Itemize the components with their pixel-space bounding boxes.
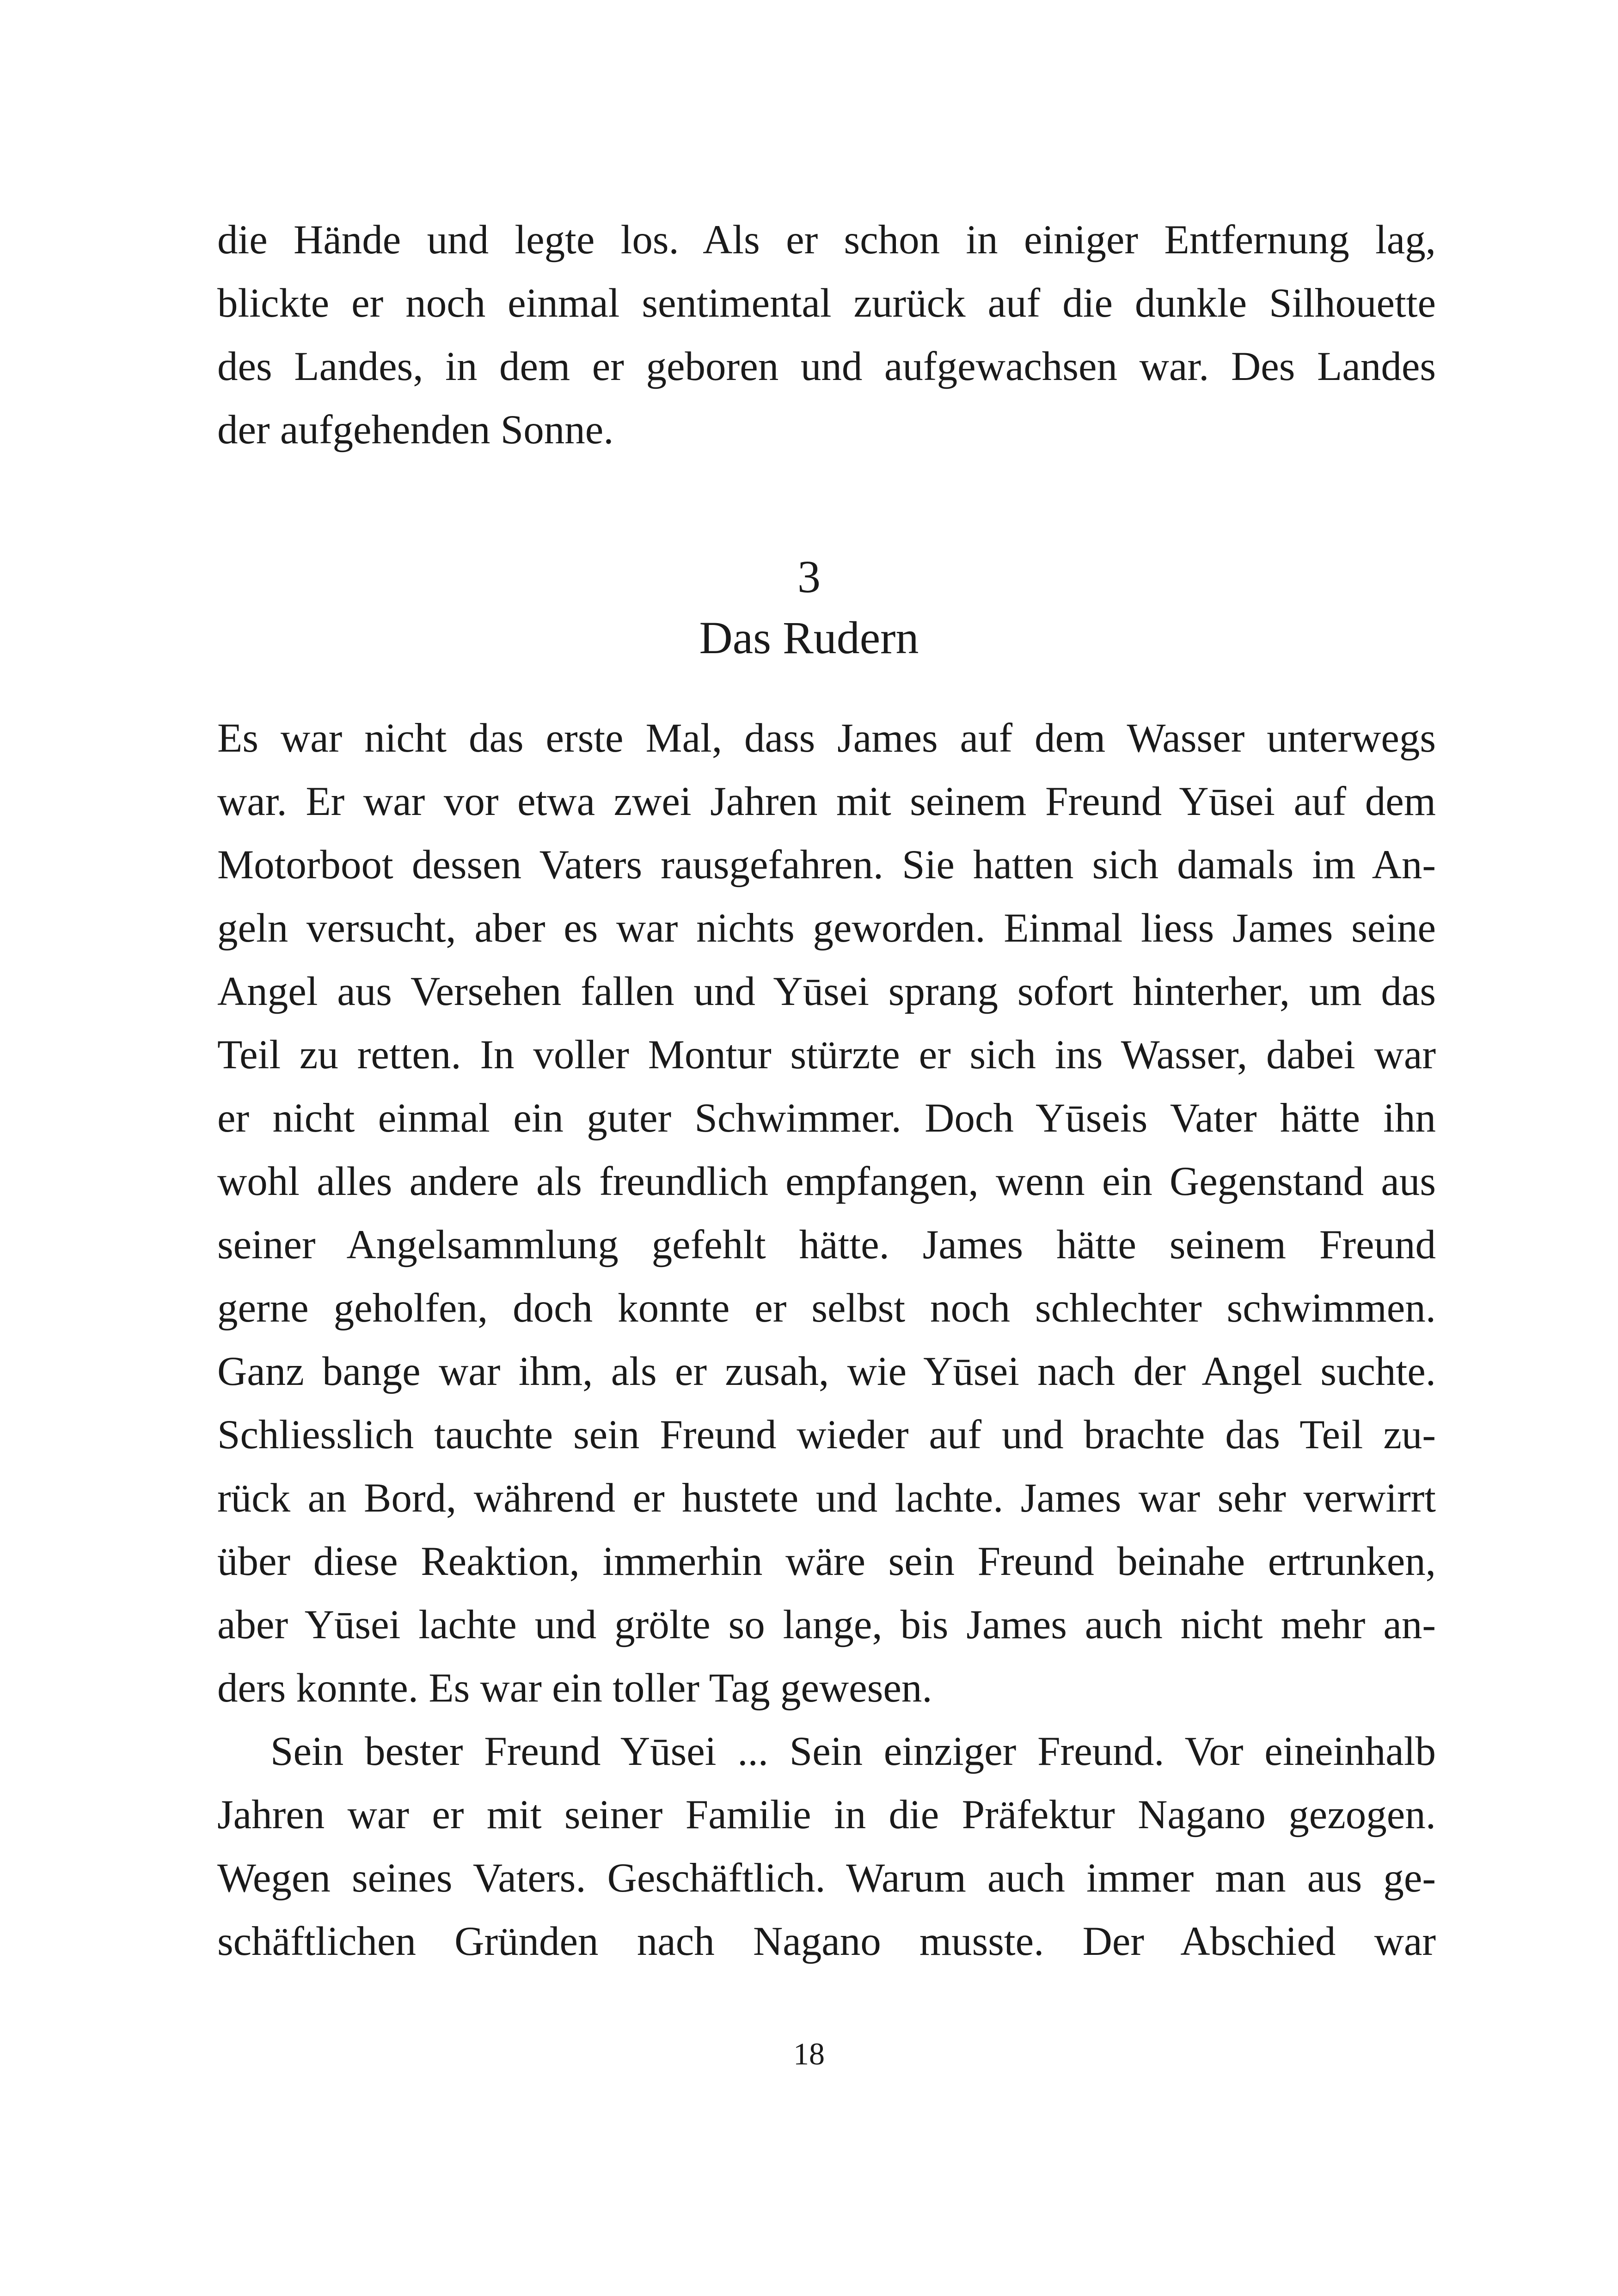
text-line: rück an Bord, während er hustete und lachte. James war sehr verwirrt (217, 1476, 1436, 1521)
text-line: Schliesslich tauchte sein Freund wieder auf und brachte das Teil zu- (217, 1412, 1436, 1457)
text-line: über diese Reaktion, immerhin wäre sein Freund beinahe ertrunken, (217, 1539, 1436, 1584)
text-line: Sein bester Freund Yūsei ... Sein einziger Freund. Vor eineinhalb (270, 1729, 1436, 1774)
text-line: die Hände und legte los. Als er schon in einiger Entfernung lag, (217, 217, 1436, 263)
text-line: Es war nicht das erste Mal, dass James auf dem Wasser unterwegs (217, 716, 1436, 761)
text-line: Wegen seines Vaters. Geschäftlich. Warum auch immer man aus ge- (217, 1855, 1436, 1901)
chapter-title: Das Rudern (699, 612, 919, 663)
text-line: geln versucht, aber es war nichts geworden. Einmal liess James seine (217, 906, 1436, 951)
text-line: Motorboot dessen Vaters rausgefahren. Sie hatten sich damals im An- (217, 842, 1436, 888)
text-line: war. Er war vor etwa zwei Jahren mit seinem Freund Yūsei auf dem (217, 779, 1436, 824)
text-line: Teil zu retten. In voller Montur stürzte er sich ins Wasser, dabei war (217, 1032, 1436, 1078)
text-line: der aufgehenden Sonne. (217, 407, 614, 453)
text-line: aber Yūsei lachte und grölte so lange, bis James auch nicht mehr an- (217, 1602, 1436, 1647)
text-line: schäftlichen Gründen nach Nagano musste. Der Abschied war (217, 1919, 1436, 1964)
page-number: 18 (793, 2036, 825, 2071)
text-line: Ganz bange war ihm, als er zusah, wie Yūsei nach der Angel suchte. (217, 1349, 1436, 1394)
text-line: des Landes, in dem er geboren und aufgewachsen war. Des Landes (217, 344, 1436, 389)
text-line: Angel aus Versehen fallen und Yūsei sprang sofort hinterher, um das (217, 969, 1436, 1014)
text-line: blickte er noch einmal sentimental zurück auf die dunkle Silhouette (217, 281, 1436, 326)
text-line: ders konnte. Es war ein toller Tag gewesen. (217, 1665, 932, 1711)
chapter-number: 3 (797, 551, 821, 602)
text-line: wohl alles andere als freundlich empfangen, wenn ein Gegenstand aus (217, 1159, 1436, 1204)
text-line: seiner Angelsammlung gefehlt hätte. James hätte seinem Freund (217, 1222, 1436, 1267)
text-line: Jahren war er mit seiner Familie in die Präfektur Nagano gezogen. (217, 1792, 1436, 1837)
text-line: gerne geholfen, doch konnte er selbst noch schlechter schwimmen. (217, 1286, 1436, 1331)
text-line: er nicht einmal ein guter Schwimmer. Doch Yūseis Vater hätte ihn (217, 1096, 1436, 1141)
